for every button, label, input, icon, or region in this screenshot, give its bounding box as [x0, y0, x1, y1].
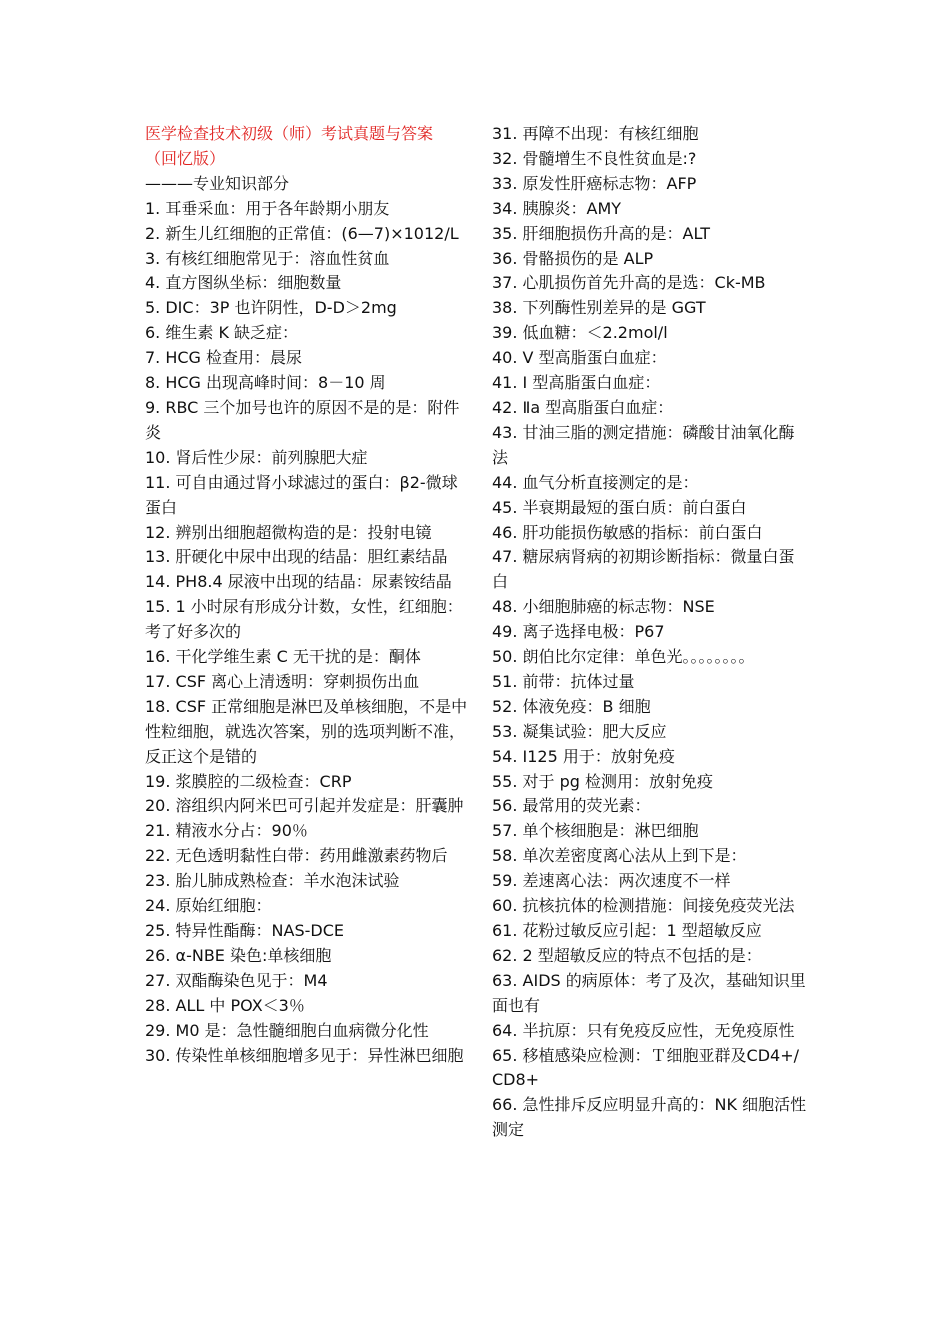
- left-column: [145, 122, 470, 1068]
- list-item: 15. 1 小时尿有形成分计数，女性，红细胞：考了好多次的: [145, 597, 463, 642]
- question-list-right: [492, 122, 807, 1143]
- list-item: 59. 差速离心法：两次速度不一样: [492, 871, 731, 891]
- list-item: 10. 肾后性少尿：前列腺肥大症: [145, 447, 368, 467]
- list-item: 28. ALL 中 POX＜3％: [145, 995, 305, 1015]
- list-item: 36. 骨骼损伤的是 ALP: [492, 248, 654, 268]
- list-item: 56. 最常用的荧光素：: [492, 796, 651, 816]
- list-item: 33. 原发性肝癌标志物：AFP: [492, 173, 697, 193]
- list-item: 39. 低血糖：＜2.2mol/l: [492, 323, 668, 343]
- list-item: 1. 耳垂采血：用于各年龄期小朋友: [145, 198, 390, 218]
- list-item: 26. α-NBE 染色:单核细胞: [145, 945, 332, 965]
- list-item: 25. 特异性酯酶：NAS-DCE: [145, 921, 344, 940]
- list-item: 29. M0 是：急性髓细胞白血病微分化性: [145, 1020, 429, 1040]
- list-item: 24. 原始红细胞：: [145, 896, 272, 916]
- list-item: 58. 单次差密度离心法从上到下是：: [492, 846, 747, 866]
- section-heading: ———专业知识部分: [145, 173, 290, 193]
- list-item: 40. Ⅴ 型高脂蛋白血症：: [492, 348, 667, 368]
- list-item: 22. 无色透明黏性白带：药用雌激素药物后: [145, 846, 448, 866]
- list-item: 14. PH8.4 尿液中出现的结晶：尿素铵结晶: [145, 572, 452, 592]
- list-item: 41. Ⅰ 型高脂蛋白血症：: [492, 373, 661, 393]
- list-item: 38. 下列酶性别差异的是 GGT: [492, 298, 706, 318]
- question-list-left: [145, 197, 470, 1069]
- list-item: 35. 肝细胞损伤升高的是：ALT: [492, 223, 710, 243]
- list-item: 13. 肝硬化中尿中出现的结晶：胆红素结晶: [145, 547, 448, 567]
- list-item: 52. 体液免疫：B 细胞: [492, 696, 651, 716]
- list-item: 46. 肝功能损伤敏感的指标：前白蛋白: [492, 522, 763, 542]
- list-item: 17. CSF 离心上清透明：穿刺损伤出血: [145, 671, 420, 691]
- list-item: 20. 溶组织内阿米巴可引起并发症是：肝囊肿: [145, 796, 464, 816]
- list-item: 55. 对于 pg 检测用：放射免疫: [492, 771, 714, 791]
- list-item: 4. 直方图纵坐标：细胞数量: [145, 273, 342, 293]
- list-item: 57. 单个核细胞是：淋巴细胞: [492, 821, 699, 841]
- list-item: 2. 新生儿红细胞的正常值：(6—7)×1012/L: [145, 223, 459, 243]
- list-item: 16. 干化学维生素 C 无干扰的是：酮体: [145, 647, 421, 667]
- list-item: 43. 甘油三脂的测定措施：磷酸甘油氧化酶法: [492, 422, 795, 467]
- list-item: 21. 精液水分占：90％: [145, 821, 308, 841]
- list-item: 9. RBC 三个加号也许的原因不是的是：附件炎: [145, 397, 460, 442]
- list-item: 51. 前带：抗体过量: [492, 671, 635, 691]
- list-item: 49. 离子选择电极：P67: [492, 622, 665, 642]
- list-item: 62. 2 型超敏反应的特点不包括的是：: [492, 945, 762, 965]
- list-item: 3. 有核红细胞常见于：溶血性贫血: [145, 248, 390, 268]
- list-item: 60. 抗核抗体的检测措施：间接免疫荧光法: [492, 896, 795, 916]
- list-item: 12. 辨别出细胞超微构造的是：投射电镜: [145, 522, 432, 542]
- list-item: 23. 胎儿肺成熟检查：羊水泡沫试验: [145, 871, 400, 891]
- right-column: [492, 122, 807, 1143]
- list-item: 6. 维生素 K 缺乏症：: [145, 323, 299, 343]
- list-item: 42. Ⅱa 型高脂蛋白血症：: [492, 397, 674, 417]
- list-item: 30. 传染性单核细胞增多见于：异性淋巴细胞: [145, 1045, 464, 1065]
- list-item: 34. 胰腺炎：AMY: [492, 198, 622, 218]
- list-item: 19. 浆膜腔的二级检查：CRP: [145, 771, 352, 791]
- list-item: 66. 急性排斥反应明显升高的：NK 细胞活性测定: [492, 1095, 807, 1140]
- list-item: 48. 小细胞肺癌的标志物：NSE: [492, 597, 715, 617]
- list-item: 64. 半抗原：只有免疫反应性，无免疫原性: [492, 1020, 795, 1040]
- document-title-line2: （回忆版）: [145, 148, 226, 168]
- list-item: 18. CSF 正常细胞是淋巴及单核细胞，不是中性粒细胞，就选次答案，别的选项判断不准，反正这个是错的: [145, 696, 468, 766]
- list-item: 7. HCG 检查用：晨尿: [145, 348, 303, 368]
- list-item: 37. 心肌损伤首先升高的是选：Ck-MB: [492, 273, 766, 293]
- list-item: 47. 糖尿病肾病的初期诊断指标：微量白蛋白: [492, 547, 795, 592]
- list-item: 45. 半衰期最短的蛋白质：前白蛋白: [492, 497, 747, 517]
- list-item: 11. 可自由通过肾小球滤过的蛋白：β2-微球蛋白: [145, 472, 458, 517]
- list-item: 53. 凝集试验：肥大反应: [492, 721, 667, 741]
- list-item: 65. 移植感染应检测：Ｔ细胞亚群及CD4+/CD8+: [492, 1045, 800, 1090]
- list-item: 54. I125 用于：放射免疫: [492, 746, 675, 766]
- document-title-line1: 医学检查技术初级（师）考试真题与答案: [145, 124, 434, 143]
- list-item: 27. 双酯酶染色见于：M4: [145, 970, 328, 990]
- list-item: 50. 朗伯比尔定律：单色光。。。。。。。。: [492, 647, 755, 667]
- list-item: 61. 花粉过敏反应引起：1 型超敏反应: [492, 921, 762, 940]
- list-item: 8. HCG 出现高峰时间：8－10 周: [145, 373, 386, 393]
- list-item: 44. 血气分析直接测定的是：: [492, 472, 699, 492]
- list-item: 32. 骨髓增生不良性贫血是:?: [492, 148, 697, 168]
- list-item: 31. 再障不出现：有核红细胞: [492, 124, 699, 143]
- list-item: 63. AIDS 的病原体：考了及次，基础知识里面也有: [492, 970, 806, 1015]
- list-item: 5. DIC：3P 也许阴性，D-D＞2mg: [145, 298, 397, 318]
